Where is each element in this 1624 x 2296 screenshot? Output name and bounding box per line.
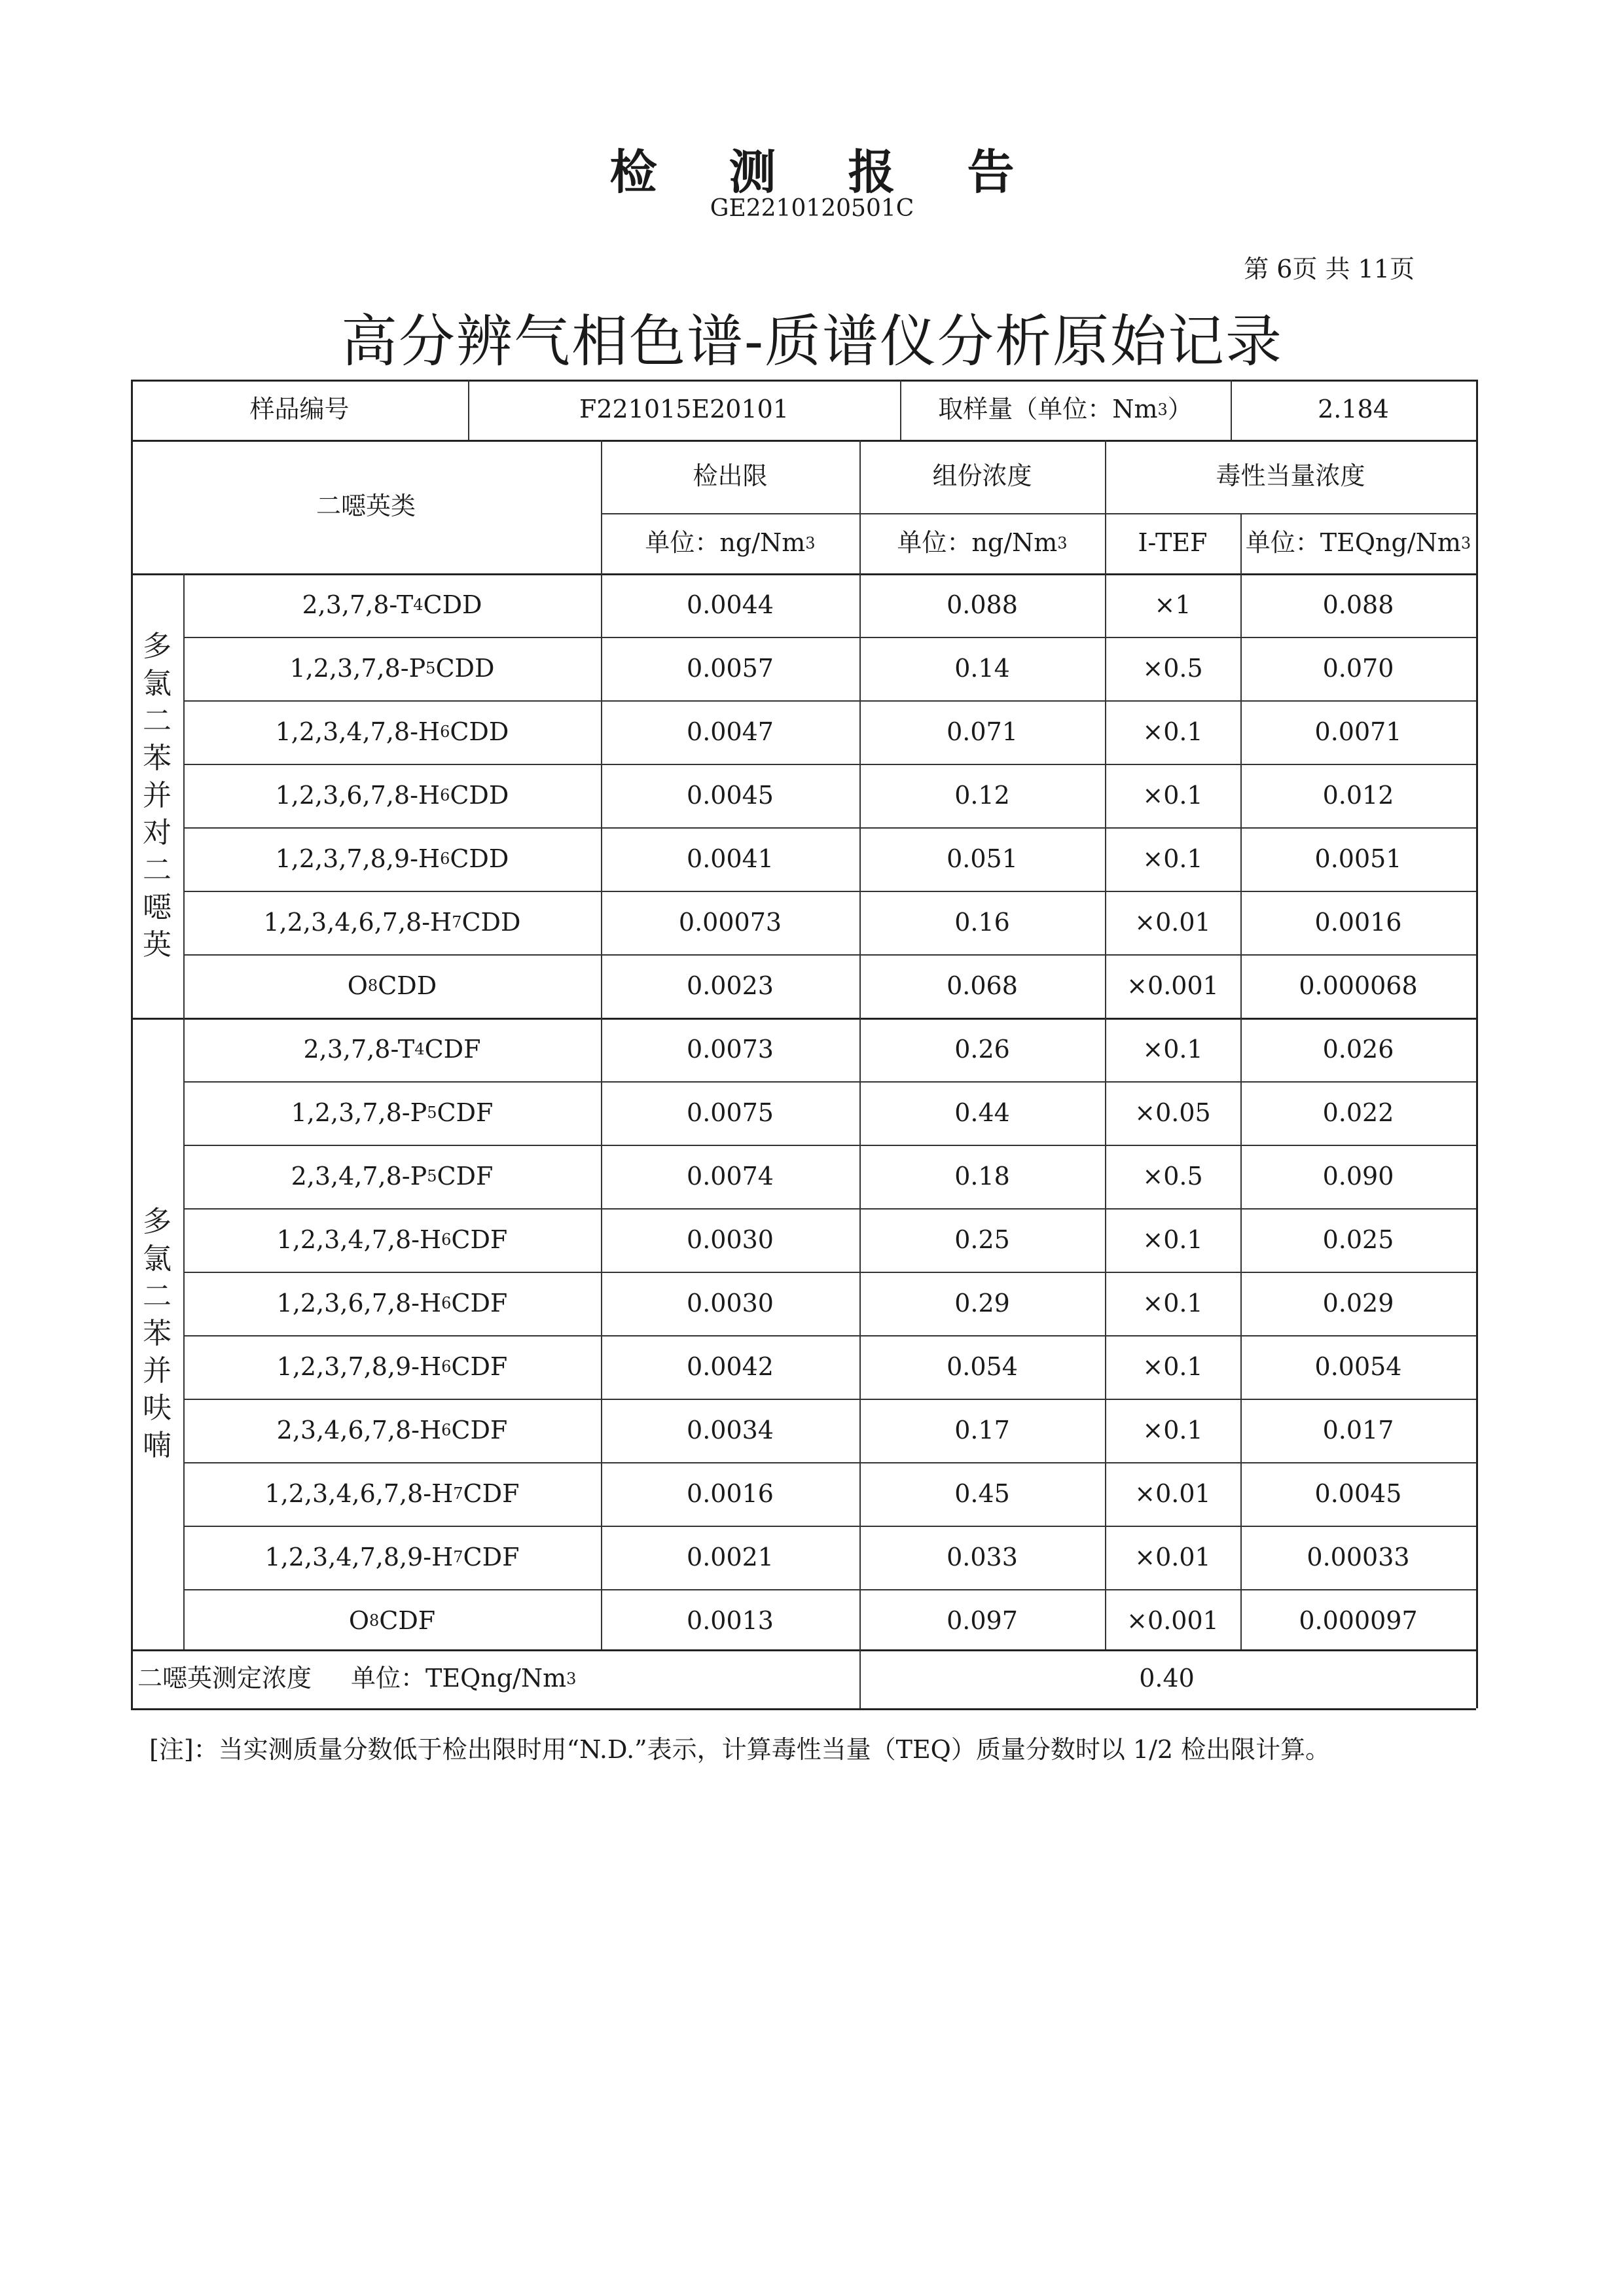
congener-suffix: CDF <box>437 1161 494 1191</box>
concentration-value: 0.29 <box>954 1288 1010 1318</box>
congener-prefix: 1,2,3,4,6,7,8-H <box>263 907 452 937</box>
page-indicator: 第 6页 共 11页 <box>1244 255 1415 283</box>
grid-line <box>183 1145 1476 1146</box>
congener-name <box>183 1018 601 1081</box>
detection-limit-value: 0.0074 <box>687 1161 774 1191</box>
congener-prefix: 2,3,4,7,8-P <box>291 1161 427 1191</box>
group-label-char: 多 <box>143 1205 171 1238</box>
detection-limit-value: 0.0047 <box>687 717 774 746</box>
concentration-value: 0.12 <box>954 780 1010 810</box>
teq-value: 0.0045 <box>1314 1479 1402 1508</box>
grid-line <box>183 827 1476 829</box>
grid-line <box>183 764 1476 765</box>
congener-suffix: CDD <box>450 717 509 746</box>
tef-value: ×0.1 <box>1142 780 1203 810</box>
congener-subscript: 6 <box>441 1294 452 1313</box>
total-value: 0.40 <box>1139 1664 1195 1693</box>
congener-prefix: 1,2,3,4,7,8-H <box>276 1225 442 1254</box>
teq-value: 0.022 <box>1322 1098 1394 1127</box>
group-label-char: 喃 <box>143 1429 171 1462</box>
grid-line <box>183 954 1476 956</box>
group-label-char: 并 <box>143 779 171 812</box>
detection-limit-header: 检出限 <box>693 461 768 491</box>
congener-suffix: CDD <box>435 653 495 683</box>
group-label-char: 氯 <box>143 667 171 700</box>
grid-line <box>183 891 1476 892</box>
congener-subscript: 6 <box>440 850 450 869</box>
congener-prefix: 1,2,3,6,7,8-H <box>275 780 441 810</box>
concentration-value: 0.16 <box>954 907 1010 937</box>
congener-prefix: 1,2,3,4,6,7,8-H <box>264 1479 454 1508</box>
concentration-unit-sup: 3 <box>1057 533 1068 552</box>
tef-value: ×0.05 <box>1134 1098 1211 1127</box>
congener-suffix: CDF <box>379 1605 436 1635</box>
teq-value: 0.0016 <box>1314 907 1402 937</box>
group-label-char: 并 <box>143 1354 171 1388</box>
congener-suffix: CDD <box>450 780 509 810</box>
congener-prefix: 1,2,3,7,8-P <box>289 653 426 683</box>
detection-limit-value: 0.0030 <box>687 1288 774 1318</box>
grid-line <box>183 1526 1476 1527</box>
concentration-value: 0.17 <box>954 1415 1010 1444</box>
footnote: [注]：当实测质量分数低于检出限时用“N.D.”表示，计算毒性当量（TEQ）质量分数时以 1/2 检出限计算。 <box>149 1735 1331 1764</box>
detection-limit-unit-text: 单位：ng/Nm <box>645 528 806 558</box>
congener-subscript: 6 <box>440 723 450 742</box>
group-label-char: 呋 <box>143 1391 171 1425</box>
tef-value: ×0.5 <box>1142 653 1203 683</box>
grid-line <box>183 1081 1476 1083</box>
tef-value: ×0.1 <box>1142 717 1203 746</box>
congener-suffix: CDD <box>450 844 509 873</box>
tef-value: ×0.01 <box>1134 1479 1211 1508</box>
congener-prefix: 1,2,3,6,7,8-H <box>276 1288 442 1318</box>
congener-name <box>183 1399 601 1462</box>
category-header: 二噁英类 <box>316 492 416 521</box>
congener-suffix: CDF <box>463 1479 520 1508</box>
report-number: GE2210120501C <box>710 195 914 222</box>
congener-subscript: 6 <box>441 1230 452 1249</box>
teq-value: 0.088 <box>1322 590 1394 619</box>
congener-subscript: 6 <box>441 1357 452 1376</box>
teq-value: 0.000068 <box>1299 971 1418 1000</box>
detection-limit-value: 0.0042 <box>687 1352 774 1381</box>
congener-name <box>183 1208 601 1272</box>
tef-value: ×0.1 <box>1142 1352 1203 1381</box>
teq-value: 0.025 <box>1322 1225 1394 1254</box>
congener-subscript: 8 <box>369 1611 380 1630</box>
group-label-char: 噁 <box>143 891 171 924</box>
congener-subscript: 7 <box>453 1484 463 1503</box>
congener-suffix: CDF <box>451 1415 508 1444</box>
congener-suffix: CDD <box>378 971 437 1000</box>
congener-name <box>183 1145 601 1208</box>
congener-prefix: 1,2,3,7,8,9-H <box>276 1352 442 1381</box>
tef-value: ×0.1 <box>1142 1034 1203 1064</box>
detection-limit-value: 0.0073 <box>687 1034 774 1064</box>
grid-line <box>183 1208 1476 1210</box>
congener-suffix: CDF <box>451 1288 508 1318</box>
concentration-value: 0.054 <box>947 1352 1018 1381</box>
teq-value: 0.00033 <box>1307 1542 1410 1571</box>
grid-line <box>601 440 602 1649</box>
concentration-unit <box>859 513 1105 573</box>
grid-line <box>183 1462 1476 1463</box>
detection-limit-value: 0.0045 <box>687 780 774 810</box>
total-label <box>131 1649 857 1708</box>
congener-prefix: O <box>347 971 368 1000</box>
group-label-char: 氯 <box>143 1242 171 1276</box>
grid-line <box>183 700 1476 702</box>
grid-line <box>183 573 185 1649</box>
group-label-char: 英 <box>143 928 171 961</box>
concentration-value: 0.088 <box>947 590 1018 619</box>
detection-limit-value: 0.0057 <box>687 653 774 683</box>
grid-line <box>131 573 1476 575</box>
group-label-char: 苯 <box>143 742 171 775</box>
congener-prefix: 1,2,3,4,7,8-H <box>275 717 441 746</box>
tef-header: I-TEF <box>1138 528 1208 558</box>
teq-value: 0.070 <box>1322 653 1394 683</box>
concentration-header: 组份浓度 <box>932 461 1032 491</box>
tef-value: ×0.1 <box>1142 1415 1203 1444</box>
congener-subscript: 7 <box>453 1548 463 1567</box>
group-label-char: 对 <box>143 816 171 850</box>
congener-prefix: 1,2,3,7,8,9-H <box>275 844 441 873</box>
congener-name <box>183 1526 601 1589</box>
grid-line <box>131 380 1476 382</box>
grid-line <box>131 1018 1476 1020</box>
congener-prefix: 2,3,4,6,7,8-H <box>276 1415 442 1444</box>
grid-line <box>183 1399 1476 1400</box>
detection-limit-value: 0.0023 <box>687 971 774 1000</box>
grid-line <box>601 513 1476 514</box>
concentration-value: 0.44 <box>954 1098 1010 1127</box>
congener-prefix: 2,3,7,8-T <box>302 590 414 619</box>
congener-name <box>183 1335 601 1399</box>
congener-subscript: 4 <box>414 1040 425 1059</box>
grid-line <box>131 1708 1476 1710</box>
grid-line <box>1105 440 1106 1649</box>
congener-prefix: O <box>348 1605 369 1635</box>
teq-value: 0.0054 <box>1314 1352 1402 1381</box>
tef-value: ×1 <box>1154 590 1191 619</box>
detection-limit-value: 0.0016 <box>687 1479 774 1508</box>
concentration-value: 0.071 <box>947 717 1018 746</box>
detection-limit-value: 0.0021 <box>687 1542 774 1571</box>
tef-value: ×0.001 <box>1127 1605 1219 1635</box>
sample-volume-value: 2.184 <box>1318 395 1389 424</box>
grid-line <box>131 1649 1476 1651</box>
group-label-char: 苯 <box>143 1317 171 1350</box>
congener-suffix: CDD <box>423 590 482 619</box>
group-label-char: 多 <box>143 630 171 663</box>
grid-line <box>183 1589 1476 1590</box>
congener-prefix: 2,3,7,8-T <box>303 1034 415 1064</box>
congener-subscript: 5 <box>425 659 436 678</box>
congener-suffix: CDF <box>451 1352 508 1381</box>
group-label-pcdf <box>131 1018 183 1649</box>
grid-line <box>1240 513 1242 1649</box>
congener-subscript: 5 <box>427 1167 437 1186</box>
teq-header: 毒性当量浓度 <box>1216 461 1365 491</box>
tef-value: ×0.1 <box>1142 1225 1203 1254</box>
congener-suffix: CDF <box>463 1542 520 1571</box>
grid-line <box>900 380 901 440</box>
tef-value: ×0.1 <box>1142 844 1203 873</box>
congener-name <box>183 954 601 1018</box>
concentration-unit-text: 单位：ng/Nm <box>897 528 1058 558</box>
congener-name <box>183 1081 601 1145</box>
total-unit-sup: 3 <box>566 1669 577 1688</box>
concentration-value: 0.033 <box>947 1542 1018 1571</box>
grid-line <box>183 637 1476 638</box>
sample-id-label: 样品编号 <box>249 395 350 424</box>
total-label-text: 二噁英测定浓度 <box>137 1664 312 1693</box>
grid-line <box>859 440 861 1708</box>
congener-subscript: 7 <box>452 913 462 932</box>
congener-suffix: CDF <box>437 1098 494 1127</box>
congener-prefix: 1,2,3,7,8-P <box>291 1098 427 1127</box>
tef-value: ×0.5 <box>1142 1161 1203 1191</box>
teq-value: 0.090 <box>1322 1161 1394 1191</box>
teq-unit-text: 单位：TEQng/Nm <box>1245 528 1461 558</box>
congener-suffix: CDF <box>451 1225 508 1254</box>
detection-limit-value: 0.0030 <box>687 1225 774 1254</box>
detection-limit-value: 0.00073 <box>678 907 782 937</box>
sample-volume-label-suffix: ） <box>1167 395 1193 424</box>
congener-subscript: 6 <box>440 786 450 805</box>
concentration-value: 0.068 <box>947 971 1018 1000</box>
detection-limit-unit <box>601 513 859 573</box>
tef-value: ×0.001 <box>1127 971 1219 1000</box>
detection-limit-value: 0.0075 <box>687 1098 774 1127</box>
tef-value: ×0.1 <box>1142 1288 1203 1318</box>
teq-value: 0.029 <box>1322 1288 1394 1318</box>
grid-line <box>131 380 133 1708</box>
sample-volume-label-prefix: 取样量（单位：Nm <box>938 395 1158 424</box>
congener-subscript: 5 <box>427 1103 437 1122</box>
grid-line <box>468 380 469 440</box>
congener-name <box>183 1589 601 1653</box>
teq-unit <box>1240 513 1476 573</box>
tef-value: ×0.01 <box>1134 1542 1211 1571</box>
congener-subscript: 4 <box>413 596 424 615</box>
tef-value: ×0.01 <box>1134 907 1211 937</box>
concentration-value: 0.25 <box>954 1225 1010 1254</box>
teq-value: 0.026 <box>1322 1034 1394 1064</box>
congener-name <box>183 637 601 700</box>
grid-line <box>183 1272 1476 1273</box>
congener-name <box>183 1462 601 1526</box>
concentration-value: 0.18 <box>954 1161 1010 1191</box>
concentration-value: 0.45 <box>954 1479 1010 1508</box>
group-label-pcdd <box>131 573 183 1018</box>
record-title: 高分辨气相色谱-质谱仪分析原始记录 <box>340 309 1284 374</box>
teq-value: 0.000097 <box>1299 1605 1418 1635</box>
total-unit-text: 单位：TEQng/Nm <box>351 1664 567 1693</box>
grid-line <box>1476 380 1478 1708</box>
concentration-value: 0.14 <box>954 653 1010 683</box>
detection-limit-unit-sup: 3 <box>805 533 816 552</box>
group-label-char: 二 <box>143 1280 171 1313</box>
congener-subscript: 6 <box>441 1421 452 1440</box>
congener-subscript: 8 <box>367 977 378 996</box>
concentration-value: 0.051 <box>947 844 1018 873</box>
congener-name <box>183 700 601 764</box>
teq-unit-sup: 3 <box>1460 533 1471 552</box>
detection-limit-value: 0.0041 <box>687 844 774 873</box>
teq-value: 0.0071 <box>1314 717 1402 746</box>
detection-limit-value: 0.0034 <box>687 1415 774 1444</box>
congener-name <box>183 764 601 827</box>
congener-name <box>183 1272 601 1335</box>
group-label-char: 二 <box>143 853 171 887</box>
grid-line <box>183 1335 1476 1336</box>
sample-volume-label <box>900 380 1231 440</box>
detection-limit-value: 0.0044 <box>687 590 774 619</box>
concentration-value: 0.26 <box>954 1034 1010 1064</box>
congener-suffix: CDD <box>461 907 521 937</box>
congener-name <box>183 573 601 637</box>
teq-value: 0.0051 <box>1314 844 1402 873</box>
sample-id-value: F221015E20101 <box>579 395 789 424</box>
grid-line <box>1231 380 1232 440</box>
congener-suffix: CDF <box>424 1034 481 1064</box>
group-label-char: 二 <box>143 704 171 738</box>
grid-line <box>131 440 1476 442</box>
congener-prefix: 1,2,3,4,7,8,9-H <box>264 1542 454 1571</box>
concentration-value: 0.097 <box>947 1605 1018 1635</box>
sample-volume-label-sup: 3 <box>1157 400 1168 419</box>
congener-name <box>183 891 601 954</box>
teq-value: 0.012 <box>1322 780 1394 810</box>
report-title: 检测报告 <box>609 144 1087 200</box>
teq-value: 0.017 <box>1322 1415 1394 1444</box>
congener-name <box>183 827 601 891</box>
detection-limit-value: 0.0013 <box>687 1605 774 1635</box>
